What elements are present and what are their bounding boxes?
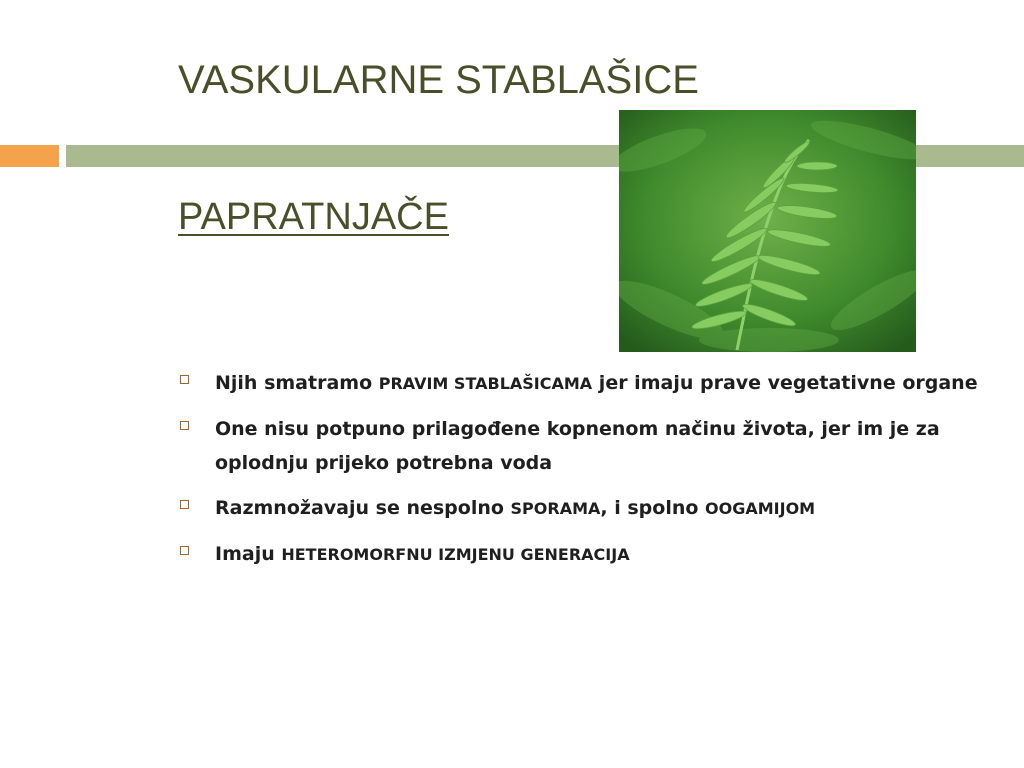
bullet-emphasis: SPORAMA	[510, 499, 601, 518]
accent-bar-orange	[0, 145, 59, 167]
bullet-text: jer imaju prave vegetativne organe	[592, 372, 978, 394]
list-item	[180, 412, 980, 480]
bullet-text: Imaju	[215, 543, 282, 565]
bullet-marker-icon	[180, 375, 189, 384]
list-item	[180, 366, 980, 401]
bullet-marker-icon	[180, 500, 189, 509]
fern-photo	[619, 110, 916, 352]
bullet-text: One nisu potpuno prilagođene kopnenom načinu života, jer im je za oplodnju prijeko potrebna voda	[215, 418, 940, 474]
bullet-list	[180, 366, 980, 583]
bullet-marker-icon	[180, 546, 189, 555]
bullet-marker-icon	[180, 421, 189, 430]
bullet-text: smatramo	[264, 372, 379, 394]
slide-title: VASKULARNE STABLAŠICE	[178, 58, 699, 102]
slide-subtitle: PAPRATNJAČE	[178, 196, 449, 238]
bullet-text: Razmnožavaju	[215, 497, 370, 519]
bullet-emphasis: PRAVIM STABLAŠICAMA	[378, 374, 593, 393]
bullet-emphasis: OOGAMIJOM	[705, 499, 816, 518]
bullet-text: Njih	[215, 372, 265, 394]
bullet-text: , i spolno	[600, 497, 706, 519]
list-item	[180, 537, 980, 572]
list-item	[180, 491, 980, 526]
bullet-emphasis: HETEROMORFNU IZMJENU GENERACIJA	[281, 545, 630, 564]
bullet-text: se nespolno	[369, 497, 511, 519]
